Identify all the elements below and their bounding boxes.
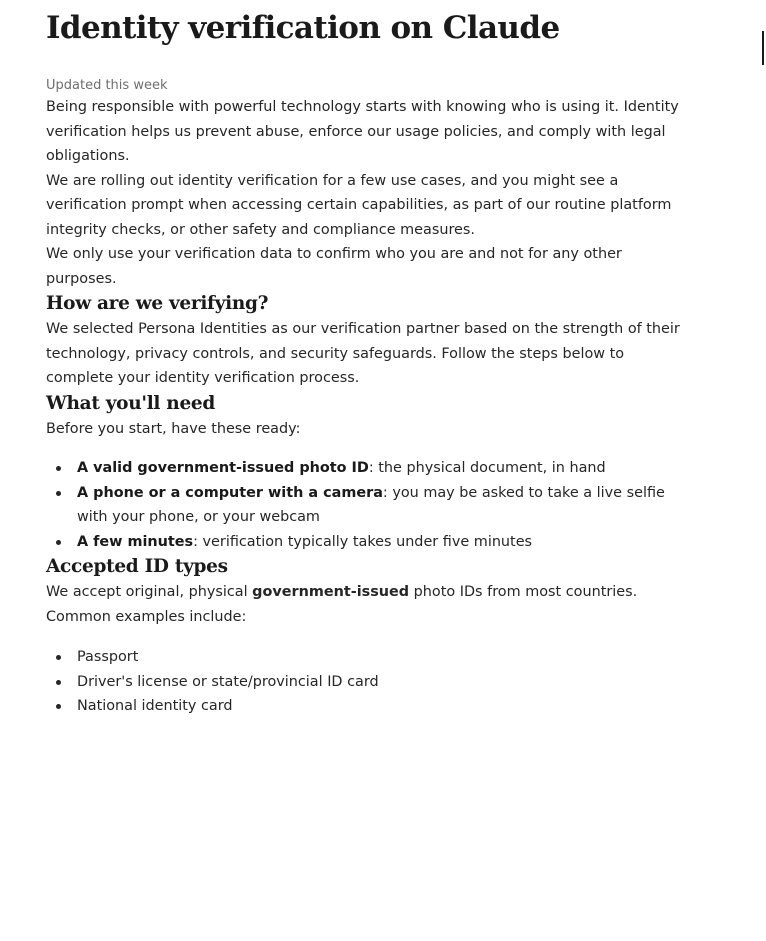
id-types-list — [46, 645, 686, 719]
id-types-text-after: photo IDs from most countries. Common examples include: — [46, 584, 638, 625]
list-item — [77, 530, 686, 555]
heading-accepted-id-types: Accepted ID types — [46, 556, 228, 577]
updated-date: Updated this week — [46, 78, 168, 93]
list-item-term: A few minutes — [77, 533, 194, 550]
list-item: National identity card — [77, 694, 686, 719]
intro-paragraph-2: We are rolling out identity verification for a few use cases, and you might see a verification prompt when accessing certain capabilities, as part of our routine platform integrity checks, or other safety and compliance measures. — [46, 172, 672, 238]
intro-paragraph-1: Being responsible with powerful technology starts with knowing who is using it. Identity verification helps us prevent abuse, enforce our usage policies, and comply with legal obligations. — [46, 99, 679, 164]
heading-what-you-need: What you'll need — [46, 392, 216, 414]
verifying-paragraph: We selected Persona Identities as our verification partner based on the strength of their technology, privacy controls, and security safeguards. Follow the steps below to complete your identity verification process. — [46, 321, 680, 386]
need-intro: Before you start, have these ready: — [46, 420, 301, 437]
id-types-paragraph — [46, 580, 686, 629]
list-item: Passport — [77, 645, 686, 670]
list-item-desc: : you may be asked to take a live selfie with your phone, or your webcam — [77, 484, 665, 525]
scrollbar[interactable] — [758, 0, 766, 941]
list-item-term: A valid government-issued photo ID — [77, 460, 369, 476]
list-item-term: A phone or a computer with a camera — [77, 484, 383, 501]
list-item-desc: : verification typically takes under five minutes — [193, 533, 533, 550]
id-types-text-before: We accept original, physical — [46, 584, 253, 600]
id-types-text-bold: government-issued — [252, 584, 410, 600]
scrollbar-thumb[interactable] — [762, 31, 764, 65]
list-item-desc: : the physical document, in hand — [368, 460, 606, 476]
list-item: Driver's license or state/provincial ID card — [77, 670, 686, 695]
heading-how-verifying: How are we verifying? — [46, 293, 269, 314]
intro-paragraph-3: We only use your verification data to confirm who you are and not for any other purposes. — [46, 246, 622, 287]
list-item — [77, 456, 686, 481]
list-item — [77, 481, 686, 530]
article — [46, 0, 686, 719]
requirements-list — [46, 456, 686, 554]
page-title: Identity verification on Claude — [46, 10, 560, 46]
